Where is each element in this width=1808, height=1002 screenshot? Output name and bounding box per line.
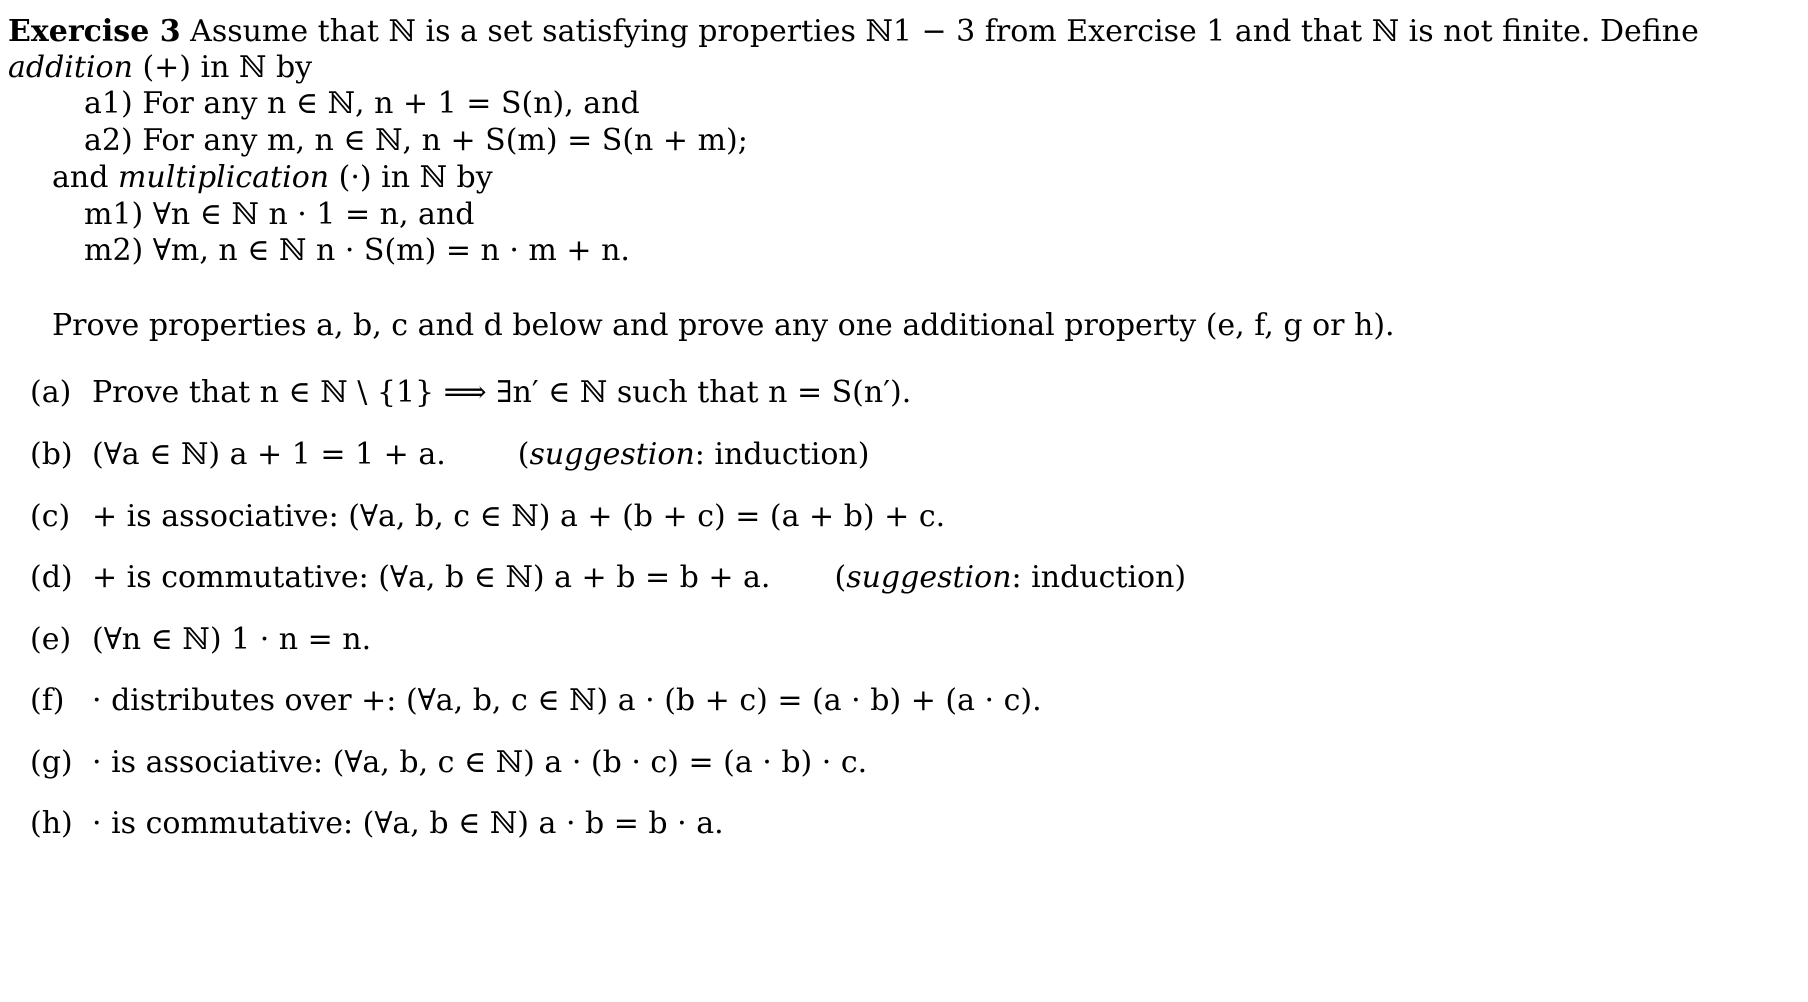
rule-m2: m2) ∀m, n ∈ ℕ n · S(m) = n · m + n. xyxy=(84,233,630,268)
property-label: (h) xyxy=(30,806,73,841)
property-label: (e) xyxy=(30,622,72,657)
note-suggestion: suggestion xyxy=(529,437,695,472)
property-label: (d) xyxy=(30,560,73,595)
property-text: (∀a ∈ ℕ) a + 1 = 1 + a. xyxy=(92,437,446,472)
property-f xyxy=(30,681,1042,721)
mult-rest: (·) in ℕ by xyxy=(329,160,493,195)
intro-line-1 xyxy=(8,12,1699,52)
addition-rest: (+) in ℕ by xyxy=(132,50,313,85)
note-rest: : induction) xyxy=(694,437,870,472)
property-text: · is associative: (∀a, b, c ∈ ℕ) a · (b · c) = (a · b) · c. xyxy=(92,745,868,780)
property-text: · is commutative: (∀a, b ∈ ℕ) a · b = b · a. xyxy=(92,806,724,841)
note-open: ( xyxy=(834,560,847,595)
property-h xyxy=(30,804,724,844)
property-label: (b) xyxy=(30,437,73,472)
rule-a2: a2) For any m, n ∈ ℕ, n + S(m) = S(n + m); xyxy=(84,123,748,158)
rule-a1: a1) For any n ∈ ℕ, n + 1 = S(n), and xyxy=(84,86,640,121)
property-text: · distributes over +: (∀a, b, c ∈ ℕ) a · (b + c) = (a · b) + (a · c). xyxy=(92,683,1042,718)
property-g xyxy=(30,743,867,783)
property-label: (f) xyxy=(30,683,65,718)
property-text: Prove that n ∈ ℕ \ {1} ⟹ ∃n′ ∈ ℕ such that n = S(n′). xyxy=(92,375,912,410)
property-d xyxy=(30,558,1186,598)
property-b xyxy=(30,435,869,475)
property-label: (a) xyxy=(30,375,72,410)
property-label: (g) xyxy=(30,745,73,780)
instruction-text: Prove properties a, b, c and d below and prove any one additional property (e, f, g or h). xyxy=(52,308,1395,343)
property-text: (∀n ∈ ℕ) 1 · n = n. xyxy=(92,622,372,657)
note-suggestion: suggestion xyxy=(846,560,1012,595)
property-label: (c) xyxy=(30,499,71,534)
note-open: ( xyxy=(517,437,530,472)
property-c xyxy=(30,497,945,537)
property-e xyxy=(30,620,371,660)
property-a xyxy=(30,373,911,413)
note-rest: : induction) xyxy=(1011,560,1187,595)
exercise-heading: Exercise 3 xyxy=(8,14,181,49)
multiplication-term: multiplication xyxy=(117,160,330,195)
intro-text: Assume that ℕ is a set satisfying properties ℕ1 − 3 from Exercise 1 and that ℕ is not finite. Define xyxy=(190,14,1699,49)
mult-pre: and xyxy=(52,160,118,195)
property-text: + is associative: (∀a, b, c ∈ ℕ) a + (b + c) = (a + b) + c. xyxy=(92,499,946,534)
property-text: + is commutative: (∀a, b ∈ ℕ) a + b = b + a. xyxy=(92,560,771,595)
addition-term: addition xyxy=(8,50,133,85)
multiplication-line xyxy=(52,158,493,198)
rule-m1: m1) ∀n ∈ ℕ n · 1 = n, and xyxy=(84,197,475,232)
intro-line-2 xyxy=(8,48,312,88)
